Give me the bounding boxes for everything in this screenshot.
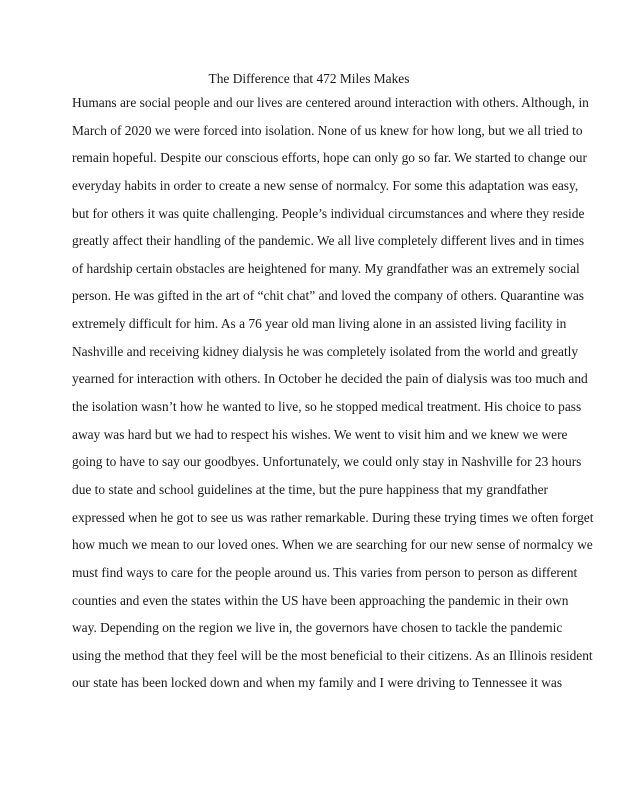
body-line: remain hopeful. Despite our conscious efforts, hope can only go so far. We started to change our	[72, 150, 587, 166]
body-line: person. He was gifted in the art of “chit chat” and loved the company of others. Quarantine was	[72, 288, 585, 304]
body-line: way. Depending on the region we live in, the governors have chosen to tackle the pandemic	[72, 620, 563, 636]
document-title: The Difference that 472 Miles Makes	[208, 71, 410, 86]
body-line: due to state and school guidelines at the time, but the pure happiness that my grandfather	[72, 481, 548, 497]
body-line: must find ways to care for the people around us. This varies from person to person as different	[72, 564, 578, 580]
body-line: going to have to say our goodbyes. Unfortunately, we could only stay in Nashville for 23 hours	[72, 454, 582, 470]
body-line: extremely difficult for him. As a 76 year old man living alone in an assisted living facility in	[72, 316, 567, 332]
body-line: expressed when he got to see us was rather remarkable. During these trying times we often forget	[72, 509, 594, 525]
body-line: March of 2020 we were forced into isolation. None of us knew for how long, but we all tried to	[72, 122, 583, 138]
body-line: how much we mean to our loved ones. When we are searching for our new sense of normalcy we	[72, 537, 593, 553]
body-line: our state has been locked down and when my family and I were driving to Tennessee it was	[72, 675, 563, 691]
body-line: of hardship certain obstacles are heightened for many. My grandfather was an extremely social	[72, 260, 580, 276]
body-line: the isolation wasn’t how he wanted to live, so he stopped medical treatment. His choice to pass	[72, 399, 582, 415]
body-line: using the method that they feel will be the most beneficial to their citizens. As an Illinois resident	[72, 647, 593, 663]
body-line: Nashville and receiving kidney dialysis he was completely isolated from the world and greatly	[72, 343, 579, 359]
body-line: counties and even the states within the US have been approaching the pandemic in their own	[72, 592, 569, 608]
body-line: everyday habits in order to create a new sense of normalcy. For some this adaptation was easy,	[72, 177, 579, 193]
body-line: away was hard but we had to respect his wishes. We went to visit him and we knew we were	[72, 426, 568, 442]
body-line: greatly affect their handling of the pandemic. We all live completely different lives and in times	[72, 233, 585, 249]
body-line: but for others it was quite challenging. People’s individual circumstances and where they reside	[72, 205, 585, 221]
body-line: Humans are social people and our lives are centered around interaction with others. Although, in	[72, 95, 589, 110]
document-body	[72, 95, 594, 703]
body-line: yearned for interaction with others. In October he decided the pain of dialysis was too much and	[72, 371, 588, 387]
